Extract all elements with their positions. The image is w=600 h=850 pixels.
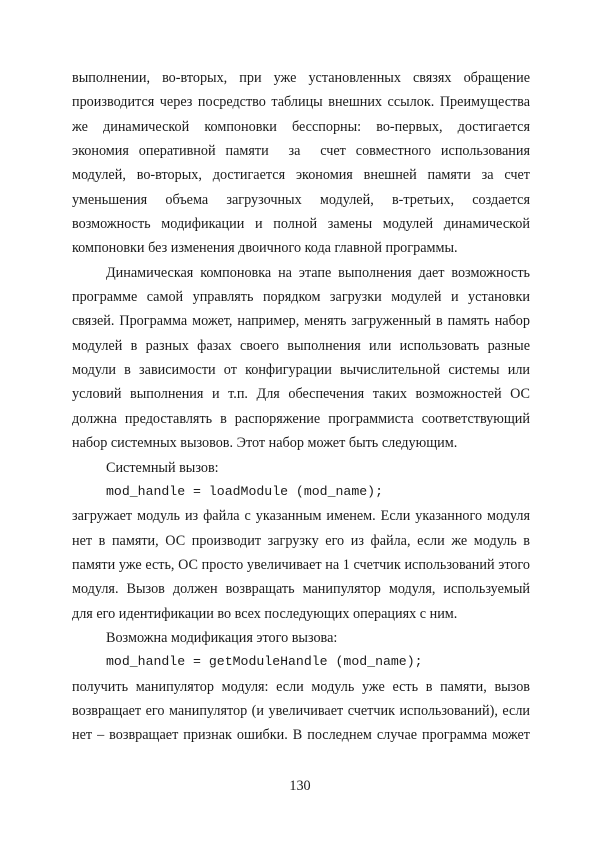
paragraph-line: для его идентификации во всех последующих операциях с ним. [72, 605, 458, 622]
paragraph-line: возможность модификации и полной замены модулей динамической [72, 216, 530, 233]
paragraph-line: модулей в разных фазах своего выполнения или использовать разные [72, 337, 530, 354]
paragraph-line: связей. Программа может, например, менять загруженный в память набор [72, 313, 530, 330]
document-page [72, 66, 530, 748]
code-line-load-module: mod_handle = loadModule (mod_name); [106, 483, 383, 499]
paragraph-line: памяти уже есть, ОС просто увеличивает на 1 счетчик использований этого [72, 556, 530, 573]
paragraph-line: модулей, во-вторых, достигается экономия внешней памяти за счет [72, 167, 530, 184]
paragraph-line: должна предоставлять в распоряжение программиста соответствующий [72, 410, 530, 427]
paragraph-line: же динамической компоновки бесспорны: во-первых, достигается [72, 118, 530, 135]
paragraph-line: нет в памяти, ОС производит загрузку его из файла, если же модуль в [72, 532, 530, 549]
paragraph-line: модуля. Вызов должен возвращать манипулятор модуля, используемый [72, 581, 530, 598]
paragraph-line: компоновки без изменения двоичного кода главной программы. [72, 240, 458, 257]
paragraph-line: модули в зависимости от конфигурации вычислительной системы или [72, 362, 530, 379]
paragraph-line: программе самой управлять порядком загрузки модулей и установки [72, 289, 530, 306]
paragraph-line: условий выполнения и т.п. Для обеспечения таких возможностей ОС [72, 386, 530, 403]
paragraph-line: набор системных вызовов. Этот набор может быть следующим. [72, 435, 458, 452]
paragraph-line: нет – возвращает признак ошибки. В последнем случае программа может [72, 727, 530, 744]
paragraph-line: производится через посредство таблицы внешних ссылок. Преимущества [72, 94, 530, 111]
paragraph-line: выполнении, во-вторых, при уже установленных связях обращение [72, 70, 530, 86]
paragraph-line: Динамическая компоновка на этапе выполнения дает возможность [106, 264, 530, 281]
paragraph-line: загружает модуль из файла с указанным именем. Если указанного модуля [72, 508, 530, 525]
paragraph-line: Системный вызов: [106, 459, 219, 476]
page-number: 130 [289, 778, 311, 794]
paragraph-line: экономия оперативной памяти за счет совместного использования [72, 143, 530, 160]
paragraph-line: возвращает его манипулятор (и увеличивает счетчик использований), если [72, 702, 530, 719]
paragraph-line: уменьшения объема загрузочных модулей, в-третьих, создается [72, 191, 530, 208]
code-line-get-module-handle: mod_handle = getModuleHandle (mod_name); [106, 654, 423, 670]
paragraph-line: Возможна модификация этого вызова: [106, 629, 338, 646]
paragraph-line: получить манипулятор модуля: если модуль уже есть в памяти, вызов [72, 678, 530, 695]
